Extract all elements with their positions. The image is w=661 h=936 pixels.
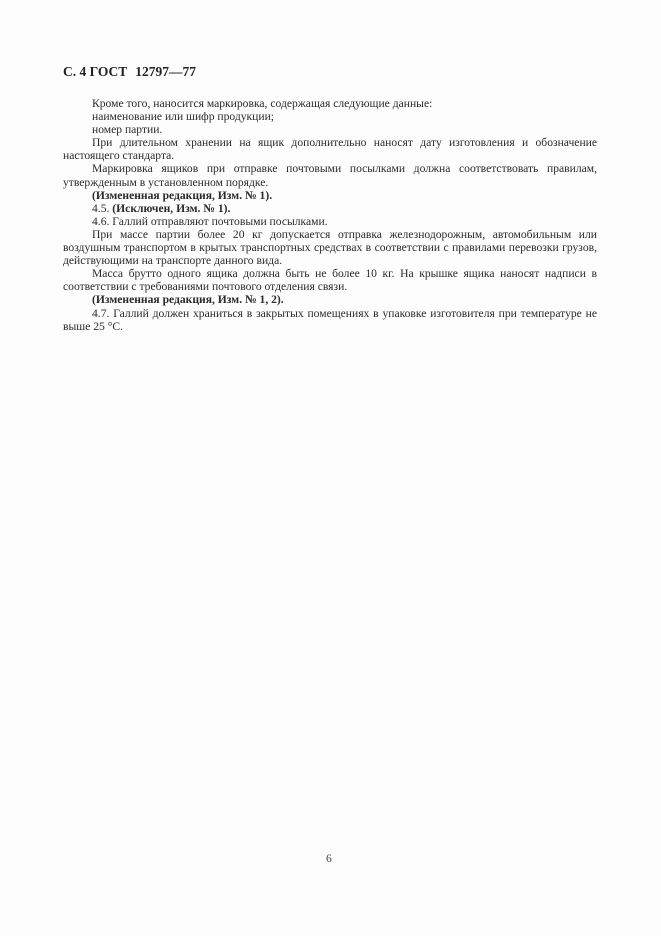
paragraph-batch-transport: При массе партии более 20 кг допускается отправка железнодорожным, автомобильным или воздушным транспортом в крытых транспортных средствах в соответствии с правилами перевозки грузов, действующими на транспорте данного вида. [63,227,597,268]
amendment-note-2 [63,293,597,306]
clause-4-7: 4.7. Галлий должен храниться в закрытых помещениях в упаковке изготовителя при температуре не выше 25 °C. [63,306,597,333]
amendment-note-text: (Измененная редакция, Изм. № 1, 2). [92,293,284,307]
amendment-note-text: (Измененная редакция, Изм. № 1). [92,188,273,202]
paragraph-marking-item-batch: номер партии. [92,123,163,137]
amendment-note-1 [63,189,597,202]
standard-number: 12797—77 [135,64,197,79]
clause-4-6: 4.6. Галлий отправляют почтовыми посылками. [92,214,328,228]
page-label: С. 4 ГОСТ [63,64,128,79]
paragraph-box-mass: Масса брутто одного ящика должна быть не более 10 кг. На крышке ящика наносят надписи в соответствии с требованиями почтового отделения связи. [63,267,597,294]
clause-number: 4.5. [92,201,113,215]
clause-4-5 [63,202,597,215]
paragraph-marking-item-name: наименование или шифр продукции; [92,110,275,124]
excluded-note: (Исключен, Изм. № 1). [112,201,231,215]
paragraph-long-storage: При длительном хранении на ящик дополнительно наносят дату изготовления и обозначение настоящего стандарта. [63,136,597,163]
paragraph-postal-marking: Маркировка ящиков при отправке почтовыми посылками должна соответствовать правилам, утвержденным в установленном порядке. [63,162,597,189]
document-body [63,97,597,333]
page-header [63,64,196,80]
paragraph-marking-intro: Кроме того, наносится маркировка, содержащая следующие данные: [92,97,433,110]
page-number: 6 [326,853,332,865]
